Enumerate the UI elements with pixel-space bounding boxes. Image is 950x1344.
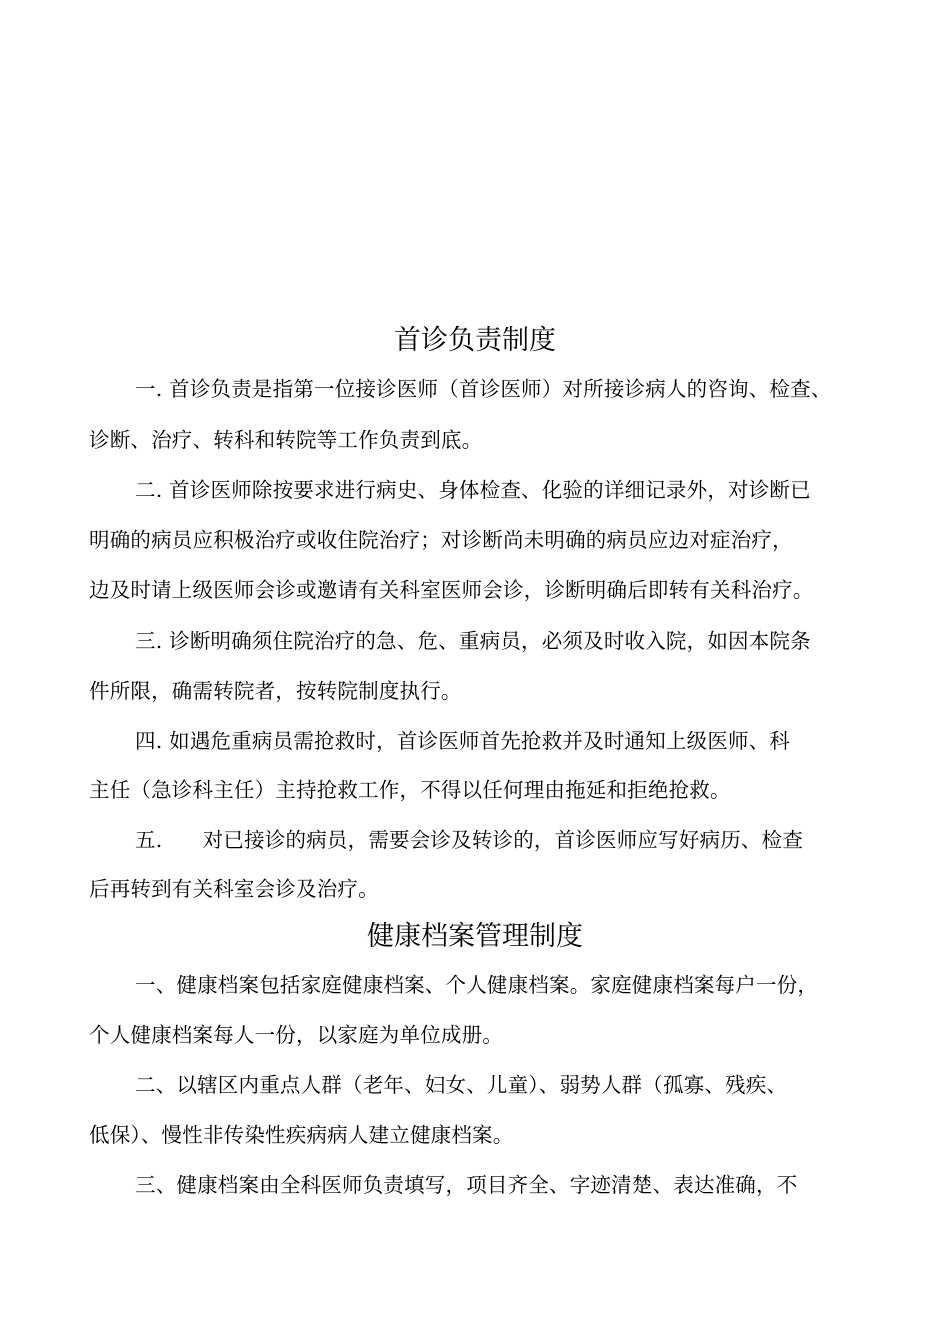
paragraph-line: 三. 诊断明确须住院治疗的急、危、重病员，必须及时收入院，如因本院条 <box>135 629 811 653</box>
paragraph-line: 明确的病员应积极治疗或收住院治疗；对诊断尚未明确的病员应边对症治疗， <box>89 528 793 552</box>
section-title-first-visit: 首诊负责制度 <box>394 325 556 356</box>
paragraph-line: 件所限，确需转院者，按转院制度执行。 <box>89 679 462 703</box>
paragraph-line: 个人健康档案每人一份，以家庭为单位成册。 <box>89 1023 503 1047</box>
paragraph-line: 主任（急诊科主任）主持抢救工作，不得以任何理由拖延和拒绝抢救。 <box>89 778 731 802</box>
paragraph-line: 二. 首诊医师除按要求进行病史、身体检查、化验的详细记录外，对诊断已 <box>135 478 811 502</box>
paragraph-line: 一、健康档案包括家庭健康档案、个人健康档案。家庭健康档案每户一份， <box>135 973 819 997</box>
paragraph-line: 一. 首诊负责是指第一位接诊医师（首诊医师）对所接诊病人的咨询、检查、 <box>135 377 832 401</box>
paragraph-line: 三、健康档案由全科医师负责填写，项目齐全、字迹清楚、表达准确，不 <box>135 1173 798 1197</box>
paragraph-line: 后再转到有关科室会诊及治疗。 <box>89 877 379 901</box>
section-title-health-records: 健康档案管理制度 <box>367 921 583 952</box>
paragraph-line: 五. 对已接诊的病员，需要会诊及转诊的，首诊医师应写好病历、检查 <box>135 828 804 852</box>
paragraph-line: 诊断、治疗、转科和转院等工作负责到底。 <box>89 428 483 452</box>
paragraph-line: 二、以辖区内重点人群（老年、妇女、儿童）、弱势人群（孤寡、残疾、 <box>135 1073 788 1097</box>
paragraph-line: 边及时请上级医师会诊或邀请有关科室医师会诊，诊断明确后即转有关科治疗。 <box>89 578 814 602</box>
paragraph-line: 四. 如遇危重病员需抢救时，首诊医师首先抢救并及时通知上级医师、科 <box>135 729 791 753</box>
paragraph-line: 低保）、慢性非传染性疾病病人建立健康档案。 <box>89 1123 514 1147</box>
